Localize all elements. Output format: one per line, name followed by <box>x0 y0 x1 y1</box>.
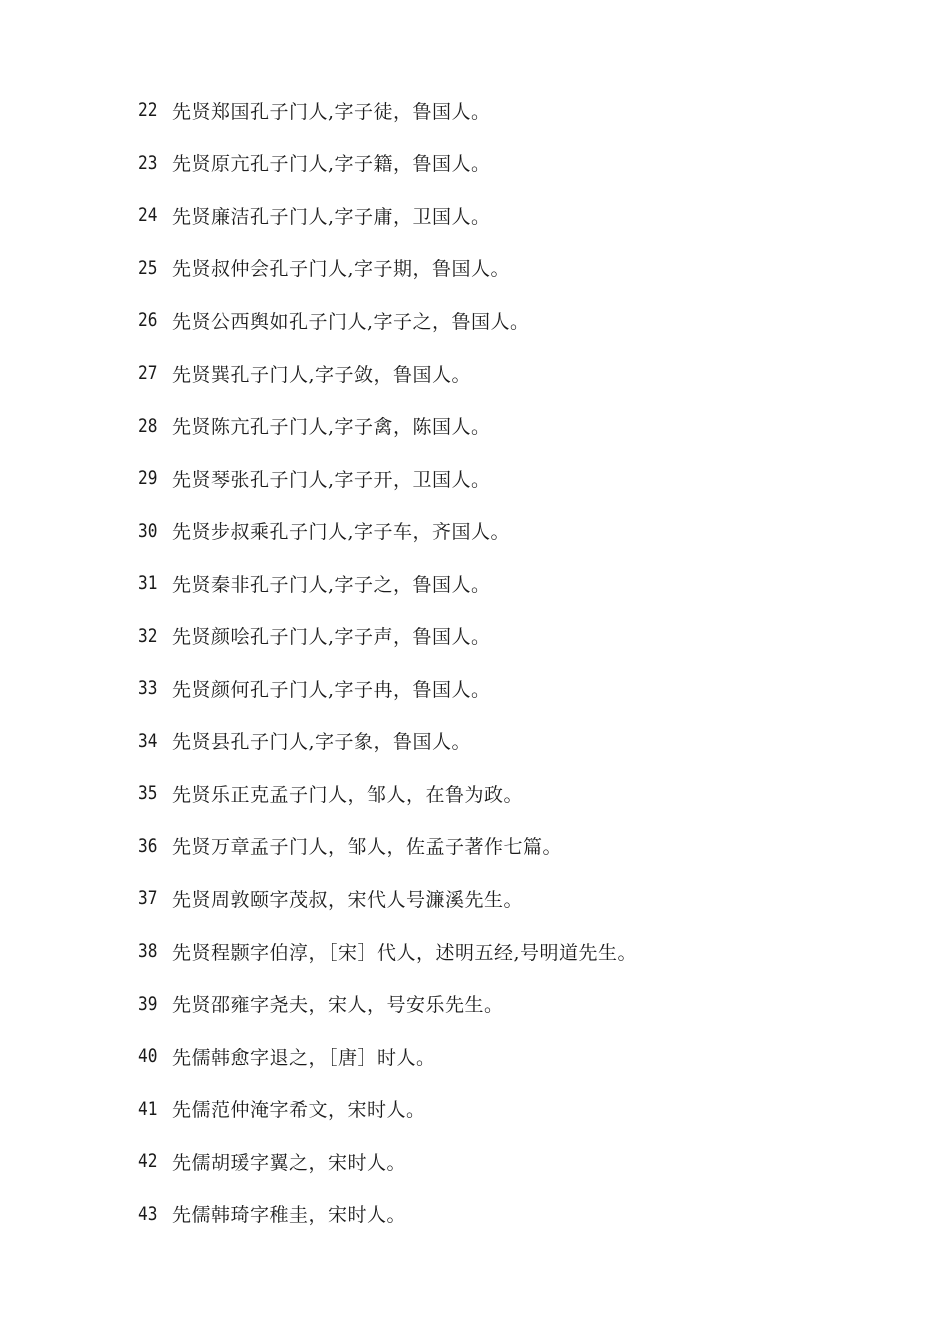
entry-number: 25 <box>138 256 158 279</box>
list-item <box>138 977 918 1030</box>
list-item <box>138 872 918 925</box>
list-item <box>138 609 918 662</box>
entry-text: 先贤颜哙孔子门人,字子声，鲁国人。 <box>172 626 491 649</box>
list-item <box>138 347 918 400</box>
entry-number: 23 <box>138 151 158 174</box>
entry-text: 先贤廉洁孔子门人,字子庸，卫国人。 <box>172 205 491 228</box>
entry-number: 37 <box>138 887 158 910</box>
entry-text: 先贤郑国孔子门人,字子徒，鲁国人。 <box>172 100 491 123</box>
entry-text: 先贤公西舆如孔子门人,字子之，鲁国人。 <box>172 310 530 333</box>
entry-number: 24 <box>138 204 158 227</box>
entry-number: 35 <box>138 782 158 805</box>
entry-text: 先贤程颢字伯淳，［宋］代人，述明五经,号明道先生。 <box>172 941 638 964</box>
entry-number: 28 <box>138 414 158 437</box>
list-item <box>138 294 918 347</box>
entry-text: 先贤县孔子门人,字子象，鲁国人。 <box>172 731 472 754</box>
entry-text: 先贤邵雍字尧夫，宋人，号安乐先生。 <box>172 994 504 1017</box>
entry-number: 27 <box>138 362 158 384</box>
list-item <box>138 1030 918 1083</box>
entry-number: 31 <box>138 572 158 595</box>
entry-text: 先贤周敦颐字茂叔，宋代人号濂溪先生。 <box>172 888 524 911</box>
list-item <box>138 189 918 242</box>
entry-text: 先儒韩愈字退之，［唐］时人。 <box>172 1046 436 1069</box>
entry-number: 34 <box>138 729 158 752</box>
entry-number: 41 <box>138 1097 158 1120</box>
entry-number: 29 <box>138 467 158 490</box>
entry-number: 32 <box>138 624 158 647</box>
entry-text: 先贤琴张孔子门人,字子开，卫国人。 <box>172 468 491 491</box>
list-item <box>138 242 918 295</box>
list-item <box>138 662 918 715</box>
entry-number: 22 <box>138 99 158 122</box>
list-item <box>138 715 918 768</box>
list-item <box>138 452 918 505</box>
entry-number: 33 <box>138 677 158 700</box>
entry-text: 先儒胡瑗字翼之，宋时人。 <box>172 1151 407 1174</box>
entry-text: 先儒韩琦字稚圭，宋时人。 <box>172 1204 407 1227</box>
entry-text: 先贤乐正克孟子门人，邹人，在鲁为政。 <box>172 783 524 806</box>
list-item <box>138 399 918 452</box>
entry-text: 先贤叔仲会孔子门人,字子期，鲁国人。 <box>172 258 511 281</box>
list-item <box>138 1187 918 1240</box>
entry-list <box>138 84 918 1240</box>
entry-text: 先贤万章孟子门人，邹人，佐孟子著作七篇。 <box>172 836 563 859</box>
entry-text: 先儒范仲淹字希文，宋时人。 <box>172 1099 426 1122</box>
entry-number: 38 <box>138 940 158 963</box>
entry-number: 40 <box>138 1045 158 1068</box>
entry-text: 先贤原亢孔子门人,字子籍，鲁国人。 <box>172 153 491 176</box>
list-item <box>138 1135 918 1188</box>
list-item <box>138 84 918 137</box>
entry-number: 26 <box>138 309 158 332</box>
entry-number: 30 <box>138 519 158 542</box>
entry-text: 先贤秦非孔子门人,字子之，鲁国人。 <box>172 573 491 596</box>
list-item <box>138 767 918 820</box>
entry-text: 先贤陈亢孔子门人,字子禽，陈国人。 <box>172 416 491 439</box>
list-item <box>138 557 918 610</box>
list-item <box>138 925 918 978</box>
entry-text: 先贤步叔乘孔子门人,字子车，齐国人。 <box>172 521 511 544</box>
entry-number: 36 <box>138 834 158 857</box>
entry-text: 先贤巽孔子门人,字子敛，鲁国人。 <box>172 363 472 386</box>
entry-number: 43 <box>138 1202 158 1225</box>
list-item <box>138 504 918 557</box>
list-item <box>138 820 918 873</box>
entry-number: 39 <box>138 992 158 1015</box>
entry-text: 先贤颜何孔子门人,字子冉，鲁国人。 <box>172 678 491 701</box>
list-item <box>138 1082 918 1135</box>
list-item <box>138 137 918 190</box>
entry-number: 42 <box>138 1150 158 1173</box>
